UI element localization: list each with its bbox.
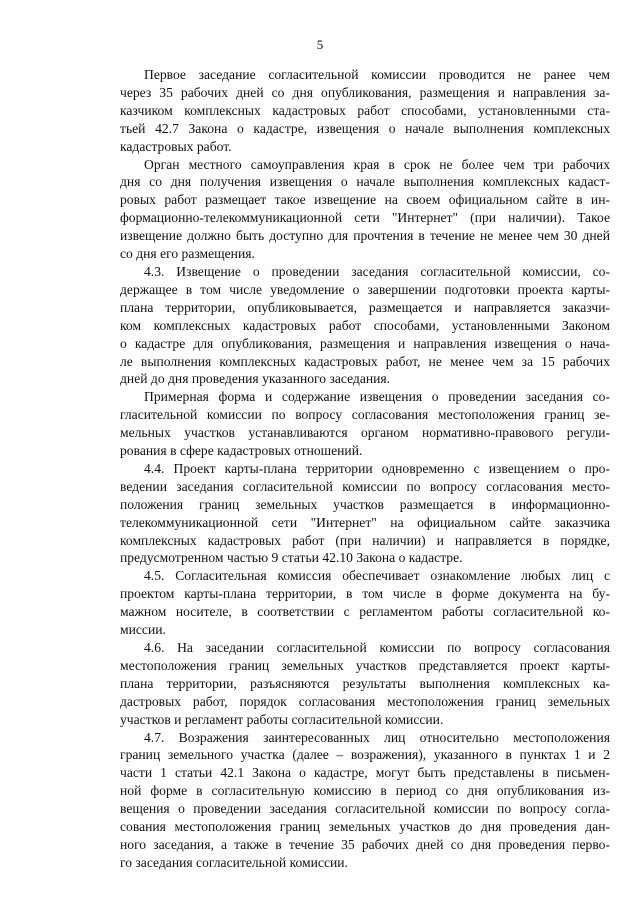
text-line: проектом карты-плана территории, в том числе в форме документа на бу- xyxy=(120,586,610,602)
text-line: части 1 статьи 42.1 Закона о кадастре, могут быть представлены в письмен- xyxy=(120,765,610,781)
text-line: ной форме в согласительную комиссию в период со дня опубликования из- xyxy=(120,783,610,799)
text-line: местоположения границ земельных участков представляется проект карты- xyxy=(120,657,610,673)
paragraph xyxy=(120,156,610,263)
text-line: казчиком комплексных кадастровых работ способами, установленными ста- xyxy=(120,102,610,118)
text-line: ком комплексных кадастровых работ способами, установленными Законом xyxy=(120,317,610,333)
text-line: гласительной комиссии по вопросу согласования местоположения границ зе- xyxy=(120,407,610,423)
text-line: мажном носителе, в соответствии с регламентом работы согласительной ко- xyxy=(120,604,610,620)
text-line: ровых работ размещает такое извещение на своем официальном сайте в ин- xyxy=(120,192,610,208)
text-line: границ земельного участка (далее – возражения), указанного в пунктах 1 и 2 xyxy=(120,747,610,763)
text-line: телекоммуникационной сети "Интернет" на официальном сайте заказчика xyxy=(120,514,610,530)
document-body xyxy=(120,66,610,872)
text-line: участков и регламент работы согласительной комиссии. xyxy=(120,711,444,727)
text-line: дастровых работ, порядок согласования местоположения границ земельных xyxy=(120,693,610,709)
text-line: предусмотренном частью 9 статьи 42.10 Закона о кадастре. xyxy=(120,550,463,566)
text-line: 4.6. На заседании согласительной комиссии по вопросу согласования xyxy=(144,640,610,655)
text-line: плана территории, разъясняются результаты выполнения комплексных ка- xyxy=(120,675,610,691)
text-line: Первое заседание согласительной комиссии проводится не ранее чем xyxy=(144,67,610,82)
paragraph xyxy=(120,263,610,388)
text-line: дня со дня получения извещения о начале выполнения комплексных кадаст- xyxy=(120,174,610,190)
text-line: мельных участков устанавливаются органом нормативно-правового регули- xyxy=(120,425,610,441)
text-line: ле выполнения комплексных кадастровых работ, не менее чем за 15 рабочих xyxy=(120,353,610,369)
text-line: ведении заседания согласительной комиссии по вопросу согласования место- xyxy=(120,478,610,494)
text-line: кадастровых работ. xyxy=(120,138,232,154)
paragraph xyxy=(120,567,610,639)
paragraph xyxy=(120,66,610,156)
text-line: 4.3. Извещение о проведении заседания согласительной комиссии, со- xyxy=(144,263,610,279)
text-line: плана территории, опубликовывается, размещается и направляется заказчи- xyxy=(120,299,610,315)
text-line: дней до дня проведения указанного заседания. xyxy=(120,371,391,387)
text-line: о кадастре для опубликования, размещения и направления извещения о нача- xyxy=(120,335,610,351)
text-line: со дня его размещения. xyxy=(120,246,255,262)
text-line: сования местоположения границ земельных участков до дня проведения дан- xyxy=(120,819,610,835)
text-line: Орган местного самоуправления края в срок не более чем три рабочих xyxy=(144,156,610,172)
text-line: через 35 рабочих дней со дня опубликования, размещения и направления за- xyxy=(120,84,610,100)
text-line: комплексных кадастровых работ (при наличии) и направляется в порядке, xyxy=(120,532,610,548)
text-line: положения границ земельных участков размещается в информационно- xyxy=(120,496,610,512)
paragraph xyxy=(120,460,610,567)
page-number: 5 xyxy=(316,37,324,52)
text-line: извещение должно быть доступно для прочтения в течение не менее чем 30 дней xyxy=(120,228,610,244)
text-line: 4.7. Возражения заинтересованных лиц относительно местоположения xyxy=(144,729,610,745)
text-line: рования в сфере кадастровых отношений. xyxy=(120,443,363,459)
text-line: миссии. xyxy=(120,622,166,638)
text-line: формационно-телекоммуникационной сети "Интернет" (при наличии). Такое xyxy=(120,210,610,226)
text-line: го заседания согласительной комиссии. xyxy=(120,854,348,870)
paragraph xyxy=(120,388,610,460)
text-line: вещения о проведении заседания согласительной комиссии по вопросу согла- xyxy=(120,801,610,817)
text-line: Примерная форма и содержание извещения о проведении заседания со- xyxy=(144,389,610,405)
text-line: держащее в том числе уведомление о завершении подготовки проекта карты- xyxy=(120,281,610,297)
text-line: ного заседания, а также в течение 35 рабочих дней со дня проведения перво- xyxy=(120,836,610,852)
paragraph xyxy=(120,639,610,729)
text-line: 4.5. Согласительная комиссия обеспечивает ознакомление любых лиц с xyxy=(144,568,610,584)
text-line: 4.4. Проект карты-плана территории одновременно с извещением о про- xyxy=(144,460,610,476)
paragraph xyxy=(120,729,610,872)
text-line: тьей 42.7 Закона о кадастре, извещения о начале выполнения комплексных xyxy=(120,120,610,136)
